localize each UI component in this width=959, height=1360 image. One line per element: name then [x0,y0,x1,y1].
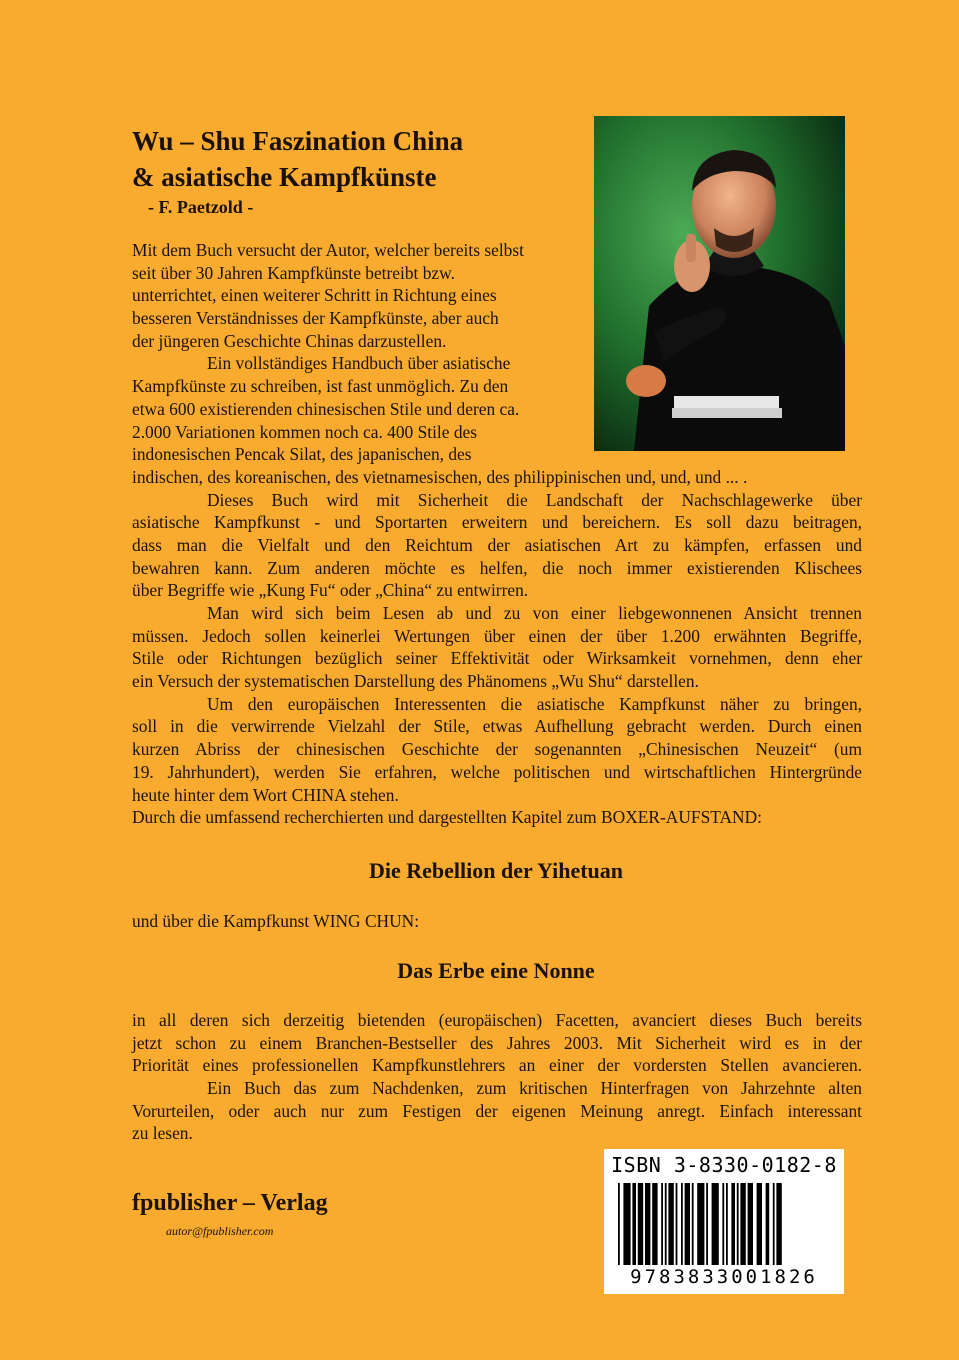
barcode-bar [726,1183,728,1265]
text-line: Durch die umfassend recherchierten und dargestellten Kapitel zum BOXER-AUFSTAND: [132,807,762,828]
barcode-bar [676,1183,678,1265]
text-line: müssen. Jedoch sollen keinerlei Wertungen über einen der über 1.200 erwähnten Begriffe, [132,625,862,646]
text-line: in all deren sich derzeitig bietenden (europäischen) Facetten, avanciert dieses Buch bereits [132,1010,862,1030]
text-line: soll in die verwirrende Vielzahl der Stile, etwas Aufhellung gebracht werden. Durch einen [132,716,862,737]
barcode-bar [685,1183,690,1265]
heading-rebellion: Die Rebellion der Yihetuan [368,858,624,883]
isbn-barcode [604,1149,844,1294]
text-line: Man wird sich beim Lesen ab und zu von einer liebgewonnenen Ansicht trennen [207,603,862,623]
isbn-number: ISBN 3-8330-0182-8 [611,1153,837,1177]
closing-text [132,1009,862,1145]
text-line: Kampfkünste zu schreiben, ist fast unmöglich. Zu den [132,376,509,397]
barcode-bar [766,1183,770,1265]
barcode-bar [623,1183,630,1265]
text-line: unterrichtet, einen weiterer Schritt in Richtung eines [132,285,497,306]
barcode-bar [645,1183,650,1265]
text-line: 19. Jahrhundert), werden Sie erfahren, welche politischen und wirtschaftlichen Hintergründe [132,761,862,782]
paragraph-narrow [132,239,862,489]
barcode-bar [618,1183,620,1265]
title-line-2: & asiatische Kampfkünste [132,162,437,192]
wing-chun-intro: und über die Kampfkunst WING CHUN: [132,911,420,931]
text-line: seit über 30 Jahren Kampfkünste betreibt bzw. [132,262,455,283]
text-line: Priorität eines professionellen Kampfkunstlehrers an einer der vordersten Stellen avancieren. [132,1055,862,1076]
text-line: besseren Verständnisses der Kampfkünste, aber auch [132,308,499,329]
barcode-bar [706,1183,708,1265]
text-line: jetzt schon zu einem Branchen-Bestseller des Jahres 2003. Mit Sicherheit wird es in der [132,1032,862,1053]
text-line: Ein Buch das zum Nachdenken, zum kritischen Hinterfragen von Jahrzehnte alten [207,1078,862,1099]
barcode-bar [773,1183,775,1265]
barcode-bar [681,1183,683,1265]
text-line: über Begriffe wie „Kung Fu“ oder „China“ zu entwirren. [132,580,529,601]
text-line: zu lesen. [132,1123,193,1144]
publisher-email: autor@fpublisher.com [166,1224,274,1238]
text-line: dass man die Vielfalt und den Reichtum der asiatischen Art zu kämpfen, erfassen und [132,534,862,555]
text-line: indischen, des koreanischen, des vietnamesischen, des philippinischen und, und, und ... . [132,466,748,487]
barcode-bar [668,1183,673,1265]
barcode-bar [652,1183,657,1265]
text-line: ein Versuch der systematischen Darstellung des Phänomens „Wu Shu“ darstellen. [132,671,699,692]
text-line: Vorurteilen, oder auch nur zum Festigen der eigenen Meinung anregt. Einfach interessant [132,1100,862,1121]
publisher-name: fpublisher – Verlag [132,1190,328,1216]
barcode-bar [757,1183,762,1265]
text-line: heute hinter dem Wort CHINA stehen. [132,784,399,805]
text-line: 2.000 Variationen kommen noch ca. 400 Stile des [132,421,478,442]
barcode-bar [722,1183,724,1265]
barcode-bar [665,1183,667,1265]
barcode-bar [748,1183,753,1265]
barcode-bar [632,1183,636,1265]
text-line: asiatische Kampfkunst - und Sportarten erweitern und bereichern. Es soll dazu beitragen, [132,512,862,533]
description-text [132,239,862,829]
ean-number: 9783833001826 [630,1266,818,1288]
text-line: Ein vollständiges Handbuch über asiatische [207,353,511,374]
text-line: Dieses Buch wird mit Sicherheit die Landschaft der Nachschlagewerke über [207,489,862,510]
barcode-bar [737,1183,739,1265]
paragraph-wide [132,489,862,829]
title-line-1: Wu – Shu Faszination China [132,126,464,156]
text-line: Um den europäischen Interessenten die asiatische Kampfkunst näher zu bringen, [207,693,862,714]
text-line: etwa 600 existierenden chinesischen Stile und deren ca. [132,398,520,419]
text-line: indonesischen Pencak Silat, des japanischen, des [132,444,472,465]
book-title [132,123,592,195]
barcode-bar [692,1183,694,1265]
text-line: bewahren kann. Zum anderen möchte es helfen, die noch immer existierenden Klischees [132,557,862,578]
author-name: - F. Paetzold - [148,197,254,217]
barcode-bar [776,1183,781,1265]
barcode-bar [697,1183,704,1265]
barcode-bar [661,1183,663,1265]
barcode-bars [616,1183,832,1265]
heading-erbe: Das Erbe eine Nonne [397,958,595,983]
text-line: kurzen Abriss der chinesischen Geschichte der sogenannten „Chinesischen Neuzeit“ (um [132,739,862,760]
barcode-bar [740,1183,745,1265]
barcode-bar [638,1183,643,1265]
barcode-bar [731,1183,735,1265]
text-line: der jüngeren Geschichte Chinas darzustellen. [132,330,447,351]
barcode-bar [712,1183,719,1265]
text-line: Mit dem Buch versucht der Autor, welcher bereits selbst [132,240,524,260]
text-line: Stile oder Richtungen bezüglich seiner Effektivität oder Wirksamkeit vornehmen, denn eher [132,648,862,669]
